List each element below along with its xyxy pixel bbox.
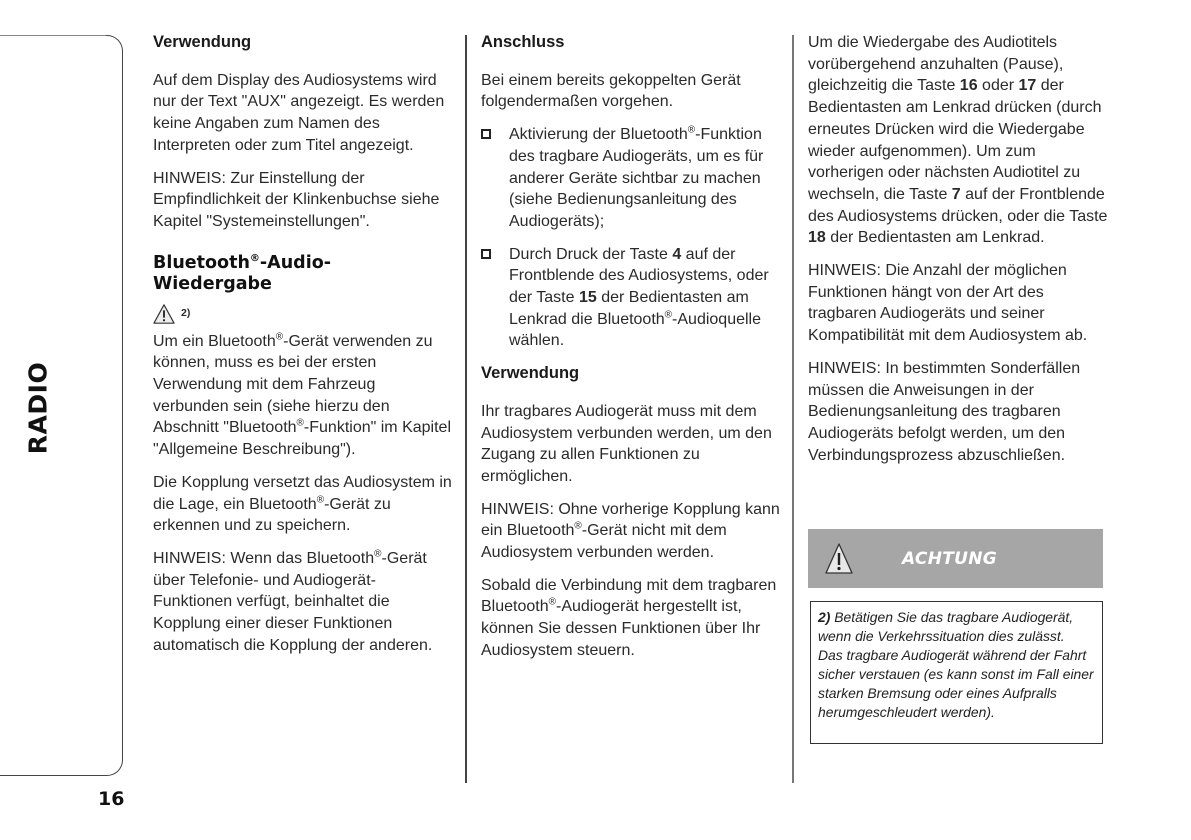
bluetooth-paragraph-1: Um ein Bluetooth®-Gerät verwenden zu können, muss es bei der ersten Verwendung mit dem Fahrzeug verbunden sein (siehe hierzu den Abschnitt "Bluetooth®-Funktion" im Kapitel "Allgemeine Beschreibung").: [153, 331, 451, 459]
caution-box: 2) Betätigen Sie das tragbare Audiogerät, wenn die Verkehrssituation dies zulässt. Das tragbare Audiogerät während der Fahrt sicher verstauen (es kann sonst im Fall einer starken Bremsung oder eines Aufpralls herumgeschleudert werden).: [810, 601, 1103, 744]
note-paragraph: HINWEIS: Die Anzahl der möglichen Funktionen hängt von der Art des tragbaren Audiogeräts und seiner Kompatibilität mit dem Audiosystem ab.: [808, 262, 1088, 345]
control-paragraph: Sobald die Verbindung mit dem tragbaren Bluetooth®-Audiogerät hergestellt ist, können Sie dessen Funktionen über Ihr Audiosystem steuern.: [481, 576, 777, 659]
bluetooth-paragraph-2: Die Kopplung versetzt das Audiosystem in die Lage, ein Bluetooth®-Gerät zu erkennen und zu speichern.: [153, 473, 452, 535]
usage-paragraph: Ihr tragbares Audiogerät muss mit dem Audiosystem verbunden werden, um den Zugang zu allen Funktionen zu ermöglichen.: [481, 402, 772, 485]
page-number: 16: [98, 788, 125, 810]
subheading-connection: Anschluss: [481, 33, 565, 51]
subheading-usage: Verwendung: [153, 33, 252, 51]
note-paragraph: HINWEIS: Ohne vorherige Kopplung kann ein Bluetooth®-Gerät nicht mit dem Audiosystem verbunden werden.: [481, 500, 780, 562]
subheading-usage: Verwendung: [481, 364, 580, 383]
warning-triangle-icon: [824, 542, 854, 576]
checkbox-bullet-icon: [481, 249, 491, 259]
section-title: Bluetooth®-Audio- Wiedergabe: [153, 252, 331, 294]
column-divider: [792, 35, 794, 783]
list-item: Aktivierung der Bluetooth®-Funktion des tragbare Audiogeräts, um es für anderer Geräte sichtbar zu machen (siehe Bedienungsanleitung des Audiogeräts);: [481, 124, 785, 233]
section-tab-label: RADIO: [23, 361, 53, 455]
warning-ref-number: 2): [181, 306, 191, 319]
column-3: [808, 32, 1108, 477]
note-paragraph: HINWEIS: Zur Einstellung der Empfindlichkeit der Klinkenbuchse siehe Kapitel "Systemeinstellungen".: [153, 169, 440, 230]
column-2: [481, 32, 785, 673]
section-tab-frame: [0, 35, 123, 776]
caution-label: ACHTUNG: [902, 548, 998, 569]
connection-steps: [481, 124, 785, 352]
checkbox-bullet-icon: [481, 129, 491, 139]
caution-ref: 2): [818, 609, 831, 625]
caution-header: [808, 529, 1103, 588]
warning-triangle-icon: [153, 303, 175, 325]
playback-paragraph: Um die Wiedergabe des Audiotitels vorübergehend anzuhalten (Pause), gleichzeitig die Taste 16 oder 17 der Bedientasten am Lenkrad drücken (durch erneutes Drücken wird die Wiedergabe wieder aufgenommen). Um zum vorherigen oder nächsten Audiotitel zu wechseln, die Taste 7 auf der Frontblende des Audiosystems drücken, oder die Taste 18 der Bedientasten am Lenkrad.: [808, 34, 1108, 247]
warning-reference: [153, 301, 455, 327]
column-divider: [465, 35, 467, 783]
note-paragraph: HINWEIS: In bestimmten Sonderfällen müssen die Anweisungen in der Bedienungsanleitung des tragbaren Audiogeräts befolgt werden, um den Verbindungsprozess abzuschließen.: [808, 359, 1081, 464]
connection-intro: Bei einem bereits gekoppelten Gerät folgendermaßen vorgehen.: [481, 71, 741, 111]
usage-paragraph: Auf dem Display des Audiosystems wird nur der Text "AUX" angezeigt. Es werden keine Angaben zum Namen des Interpreten oder zum Titel angezeigt.: [153, 71, 445, 154]
column-1: [153, 32, 455, 667]
list-item: Durch Druck der Taste 4 auf der Frontblende des Audiosystems, oder der Taste 15 der Bedientasten am Lenkrad die Bluetooth®-Audioquelle wählen.: [481, 244, 785, 353]
bluetooth-note: HINWEIS: Wenn das Bluetooth®-Gerät über Telefonie- und Audiogerät-Funktionen verfügt, beinhaltet die Kopplung einer dieser Funktionen automatisch die Kopplung der anderen.: [153, 548, 433, 654]
